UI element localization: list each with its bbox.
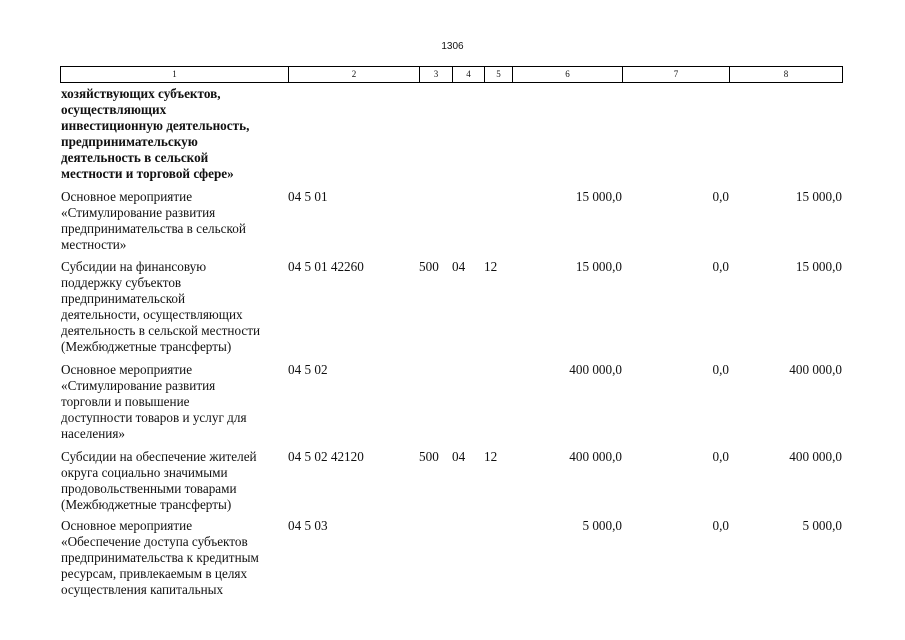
row-name-line: Субсидии на финансовую (61, 259, 207, 274)
row-name (61, 189, 287, 253)
page-number: 1306 (441, 41, 464, 52)
row-name-line: «Обеспечение доступа субъектов (61, 534, 248, 549)
row-name-line: предпринимательской (61, 291, 186, 306)
row-name-line: деятельность в сельской местности (61, 323, 261, 338)
row-value-8: 15 000,0 (795, 259, 842, 274)
row-vr: 500 (419, 259, 439, 274)
continuation-title-line: хозяйствующих субъектов, (61, 86, 221, 101)
row-name-line: (Межбюджетные трансферты) (61, 497, 232, 512)
header-col-1: 1 (61, 67, 289, 82)
row-name-line: округа социально значимыми (61, 465, 228, 480)
row-value-6: 400 000,0 (569, 449, 622, 464)
continuation-title (61, 86, 287, 182)
header-col-8: 8 (783, 69, 789, 79)
row-name-line: ресурсам, привлекаемым в целях (61, 566, 248, 581)
header-col-4: 4 (453, 67, 485, 82)
header-col-3: 3 (420, 67, 453, 82)
row-name-line: Основное мероприятие (61, 189, 193, 204)
row-name-line: доступности товаров и услуг для (61, 410, 247, 425)
row-value-7: 0,0 (712, 189, 729, 204)
row-value-7: 0,0 (712, 362, 729, 377)
row-name-line: Основное мероприятие (61, 518, 193, 533)
row-name-line: предпринимательства к кредитным (61, 550, 259, 565)
row-value-7: 0,0 (712, 259, 729, 274)
row-name-line: Субсидии на обеспечение жителей (61, 449, 257, 464)
row-vr: 500 (419, 449, 439, 464)
row-value-6: 5 000,0 (582, 518, 622, 533)
row-value-8: 400 000,0 (789, 362, 842, 377)
row-name (61, 259, 287, 355)
row-name-line: населения» (61, 426, 125, 441)
row-name-line: (Межбюджетные трансферты) (61, 339, 232, 354)
row-code: 04 5 01 (288, 189, 328, 204)
row-value-8: 5 000,0 (802, 518, 842, 533)
row-value-6: 400 000,0 (569, 362, 622, 377)
header-col-7: 7 (623, 67, 730, 82)
row-value-6: 15 000,0 (575, 259, 622, 274)
row-value-7: 0,0 (712, 449, 729, 464)
row-name-line: деятельности, осуществляющих (61, 307, 243, 322)
row-name-line: предпринимательства в сельской (61, 221, 246, 236)
row-name-line: «Стимулирование развития (61, 205, 216, 220)
continuation-title-line: местности и торговой сфере» (61, 166, 234, 181)
row-code: 04 5 03 (288, 518, 328, 533)
row-value-7: 0,0 (712, 518, 729, 533)
row-name (61, 518, 287, 598)
row-rz: 04 (452, 449, 466, 464)
row-name-line: осуществления капитальных (61, 582, 224, 597)
continuation-title-line: инвестиционную деятельность, (61, 118, 250, 133)
row-name-line: местности» (61, 237, 127, 252)
row-rz: 04 (452, 259, 466, 274)
header-col-6: 6 (513, 67, 623, 82)
header-col-5: 5 (485, 67, 513, 82)
row-pr: 12 (484, 449, 498, 464)
row-code: 04 5 02 (288, 362, 328, 377)
row-name (61, 362, 287, 442)
row-name-line: Основное мероприятие (61, 362, 193, 377)
row-value-8: 400 000,0 (789, 449, 842, 464)
row-name-line: продовольственными товарами (61, 481, 237, 496)
row-name-line: торговли и повышение (61, 394, 190, 409)
row-value-8: 15 000,0 (795, 189, 842, 204)
row-pr: 12 (484, 259, 498, 274)
continuation-title-line: предпринимательскую (61, 134, 198, 149)
row-name (61, 449, 287, 513)
row-name-line: поддержку субъектов (61, 275, 182, 290)
row-value-6: 15 000,0 (575, 189, 622, 204)
header-col-2: 2 (289, 67, 420, 82)
table-header-row (60, 66, 843, 83)
row-code: 04 5 01 42260 (288, 259, 364, 274)
continuation-title-line: деятельность в сельской (61, 150, 209, 165)
continuation-title-line: осуществляющих (61, 102, 167, 117)
row-name-line: «Стимулирование развития (61, 378, 216, 393)
row-code: 04 5 02 42120 (288, 449, 364, 464)
